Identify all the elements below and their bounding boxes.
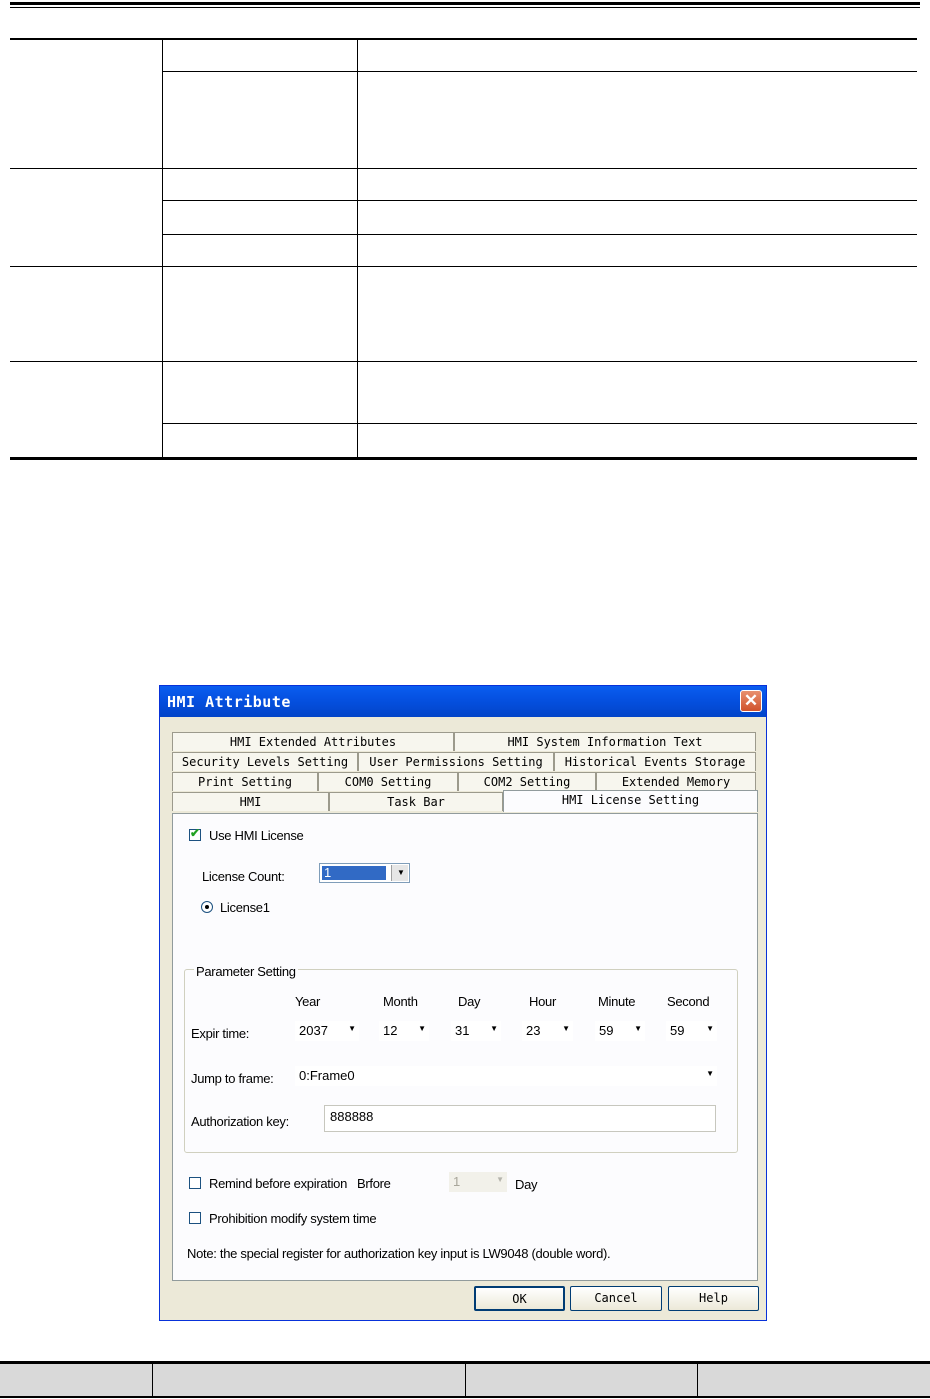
tab-com2-setting[interactable]: COM2 Setting — [458, 772, 596, 791]
table-cell — [163, 168, 358, 200]
table-row — [10, 266, 917, 361]
table-row — [10, 361, 917, 423]
table-cell — [10, 168, 163, 266]
help-button[interactable]: Help — [668, 1286, 759, 1311]
license-count-select[interactable] — [319, 863, 410, 883]
chevron-down-icon: ▼ — [418, 1024, 426, 1033]
radio-dot-icon — [205, 905, 209, 909]
chevron-down-icon: ▼ — [397, 868, 405, 877]
license-count-label: License Count: — [202, 869, 285, 884]
tab-user-permissions-setting[interactable]: User Permissions Setting — [358, 752, 554, 771]
tab-extended-memory[interactable]: Extended Memory — [596, 772, 756, 791]
table-row — [10, 168, 917, 200]
dropdown-button[interactable] — [391, 865, 408, 881]
tab-hmi-license-setting[interactable]: HMI License Setting — [503, 790, 758, 812]
day-value: 31 — [455, 1023, 470, 1038]
remind-days-select[interactable] — [449, 1172, 507, 1192]
chevron-down-icon: ▼ — [490, 1024, 498, 1033]
tab-hmi-extended-attributes[interactable]: HMI Extended Attributes — [172, 732, 454, 751]
note-text: Note: the special register for authorization key input is LW9048 (double word). — [187, 1246, 611, 1261]
use-license-label: Use HMI License — [209, 828, 304, 843]
table-cell — [358, 361, 918, 423]
title-bar[interactable] — [160, 686, 766, 717]
table-cell — [358, 71, 918, 168]
license1-label: License1 — [220, 900, 270, 915]
table-cell — [10, 266, 163, 361]
top-rule-thin — [10, 7, 920, 8]
column-divider — [465, 1364, 466, 1396]
column-divider — [697, 1364, 698, 1396]
table-cell — [358, 423, 918, 458]
remind-label: Remind before expiration — [209, 1176, 348, 1191]
parameter-setting-title: Parameter Setting — [196, 964, 296, 979]
chevron-down-icon: ▼ — [496, 1175, 504, 1184]
top-rule-thick — [10, 2, 920, 5]
license-count-value: 1 — [324, 865, 332, 880]
table-cell — [163, 200, 358, 234]
column-hour: Hour — [529, 994, 556, 1009]
remind-days-value: 1 — [453, 1174, 461, 1189]
chevron-down-icon: ▼ — [706, 1024, 714, 1033]
day-select[interactable] — [451, 1021, 501, 1041]
column-second: Second — [667, 994, 710, 1009]
table-cell — [358, 266, 918, 361]
dialog-title: HMI Attribute — [167, 693, 291, 711]
table-cell — [163, 39, 358, 71]
hmi-attribute-dialog — [159, 685, 767, 1321]
ok-button[interactable]: OK — [474, 1286, 565, 1311]
tab-hmi[interactable]: HMI — [172, 792, 329, 811]
column-minute: Minute — [598, 994, 636, 1009]
table-cell — [358, 200, 918, 234]
bottom-table-header — [0, 1361, 930, 1398]
minute-value: 59 — [599, 1023, 614, 1038]
column-day: Day — [458, 994, 481, 1009]
tab-task-bar[interactable]: Task Bar — [329, 792, 503, 811]
jump-to-frame-value: 0:Frame0 — [299, 1068, 355, 1083]
table-cell — [163, 361, 358, 423]
table-row — [10, 39, 917, 71]
table-cell — [163, 234, 358, 266]
remind-checkbox[interactable] — [189, 1177, 201, 1189]
month-value: 12 — [383, 1023, 398, 1038]
authorization-key-input[interactable] — [324, 1105, 716, 1132]
tab-security-levels-setting[interactable]: Security Levels Setting — [172, 752, 358, 771]
checkmark-icon: ✔ — [190, 826, 201, 840]
second-value: 59 — [670, 1023, 685, 1038]
close-icon[interactable]: ✕ — [740, 690, 762, 712]
document-table — [10, 38, 917, 460]
month-select[interactable] — [379, 1021, 429, 1041]
use-license-checkbox[interactable] — [189, 826, 201, 841]
year-value: 2037 — [299, 1023, 328, 1038]
table-cell — [163, 266, 358, 361]
cancel-button[interactable]: Cancel — [570, 1286, 662, 1311]
tab-print-setting[interactable]: Print Setting — [172, 772, 318, 791]
chevron-down-icon: ▼ — [634, 1024, 642, 1033]
table-cell — [358, 234, 918, 266]
column-divider — [152, 1364, 153, 1396]
second-select[interactable] — [666, 1021, 717, 1041]
chevron-down-icon: ▼ — [706, 1069, 714, 1078]
tab-historical-events-storage[interactable]: Historical Events Storage — [554, 752, 756, 771]
table-cell — [10, 361, 163, 458]
column-month: Month — [383, 994, 418, 1009]
jump-to-frame-label: Jump to frame: — [191, 1071, 274, 1086]
hour-select[interactable] — [522, 1021, 573, 1041]
year-select[interactable] — [295, 1021, 359, 1041]
table-cell — [163, 423, 358, 458]
column-year: Year — [295, 994, 321, 1009]
table-cell — [358, 168, 918, 200]
prohibit-checkbox[interactable] — [189, 1212, 201, 1224]
before-label: Brfore — [357, 1176, 391, 1191]
selection-highlight — [322, 866, 386, 880]
expir-time-label: Expir time: — [191, 1026, 250, 1041]
tab-hmi-system-information-text[interactable]: HMI System Information Text — [454, 732, 756, 751]
table-cell — [163, 71, 358, 168]
day-unit-label: Day — [515, 1177, 538, 1192]
authorization-key-label: Authorization key: — [191, 1114, 289, 1129]
prohibit-label: Prohibition modify system time — [209, 1211, 377, 1226]
authorization-key-value: 888888 — [330, 1109, 374, 1124]
chevron-down-icon: ▼ — [348, 1024, 356, 1033]
table-cell — [358, 39, 918, 71]
jump-to-frame-select[interactable] — [295, 1066, 717, 1086]
tab-com0-setting[interactable]: COM0 Setting — [318, 772, 458, 791]
minute-select[interactable] — [595, 1021, 645, 1041]
license1-radio[interactable] — [201, 901, 213, 913]
table-cell — [10, 39, 163, 168]
hour-value: 23 — [526, 1023, 541, 1038]
chevron-down-icon: ▼ — [562, 1024, 570, 1033]
